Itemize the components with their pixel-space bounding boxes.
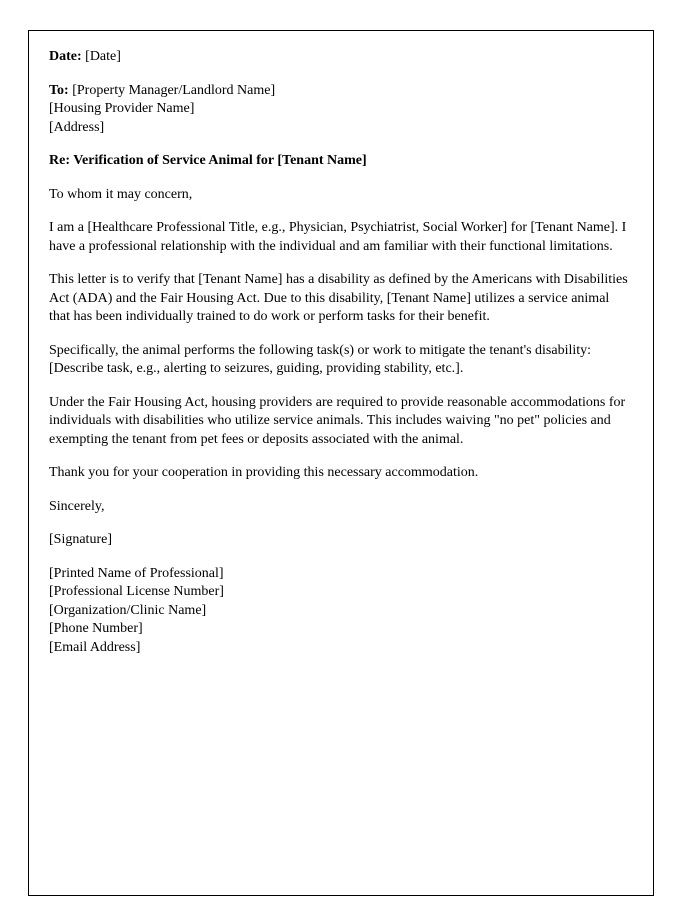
date-value: [Date] xyxy=(85,49,121,64)
date-line xyxy=(49,48,633,67)
to-value: [Property Manager/Landlord Name] xyxy=(72,82,276,98)
contact-block xyxy=(49,565,633,658)
letter-page xyxy=(28,30,654,896)
paragraph-fair-housing: Under the Fair Housing Act, housing providers are required to provide reasonable accommodations for individuals with disabilities who utilize service animals. This includes waiving "no pet" policies and exempting the tenant from pet fees or deposits associated with the animal. xyxy=(49,394,626,447)
paragraph-tasks xyxy=(49,342,633,379)
date-label: Date: xyxy=(49,49,82,64)
recipient-line-2: [Housing Provider Name] xyxy=(49,101,195,116)
contact-line-phone: [Phone Number] xyxy=(49,621,143,636)
to-label: To: xyxy=(49,82,69,98)
contact-line-email: [Email Address] xyxy=(49,639,141,655)
contact-line-printed-name: [Printed Name of Professional] xyxy=(49,565,224,581)
subject-line: Re: Verification of Service Animal for [Tenant Name] xyxy=(49,153,367,168)
paragraph-thanks: Thank you for your cooperation in providing this necessary accommodation. xyxy=(49,465,479,480)
recipient-block xyxy=(49,82,633,138)
contact-line-license-number: [Professional License Number] xyxy=(49,584,224,599)
tasks-line-2: [Describe task, e.g., alerting to seizures, guiding, providing stability, etc.]. xyxy=(49,361,464,376)
salutation: To whom it may concern, xyxy=(49,186,193,202)
contact-line-organization: [Organization/Clinic Name] xyxy=(49,602,207,618)
signature-placeholder: [Signature] xyxy=(49,532,112,547)
recipient-line-3: [Address] xyxy=(49,119,105,135)
recipient-line-1 xyxy=(49,82,633,101)
paragraph-verification: This letter is to verify that [Tenant Name] has a disability as defined by the Americans with Disabilities Act (ADA) and the Fair Housing Act. Due to this disability, [Tenant Name] utilizes a service animal that has been individually trained to do work or perform tasks for their benefit. xyxy=(49,272,628,324)
tasks-line-1: Specifically, the animal performs the following task(s) or work to mitigate the tenant's disability: xyxy=(49,342,592,358)
closing: Sincerely, xyxy=(49,498,105,514)
paragraph-intro: I am a [Healthcare Professional Title, e.g., Physician, Psychiatrist, Social Worker] for [Tenant Name]. I have a professional relationship with the individual and am familiar with their functional limitations. xyxy=(49,220,627,254)
